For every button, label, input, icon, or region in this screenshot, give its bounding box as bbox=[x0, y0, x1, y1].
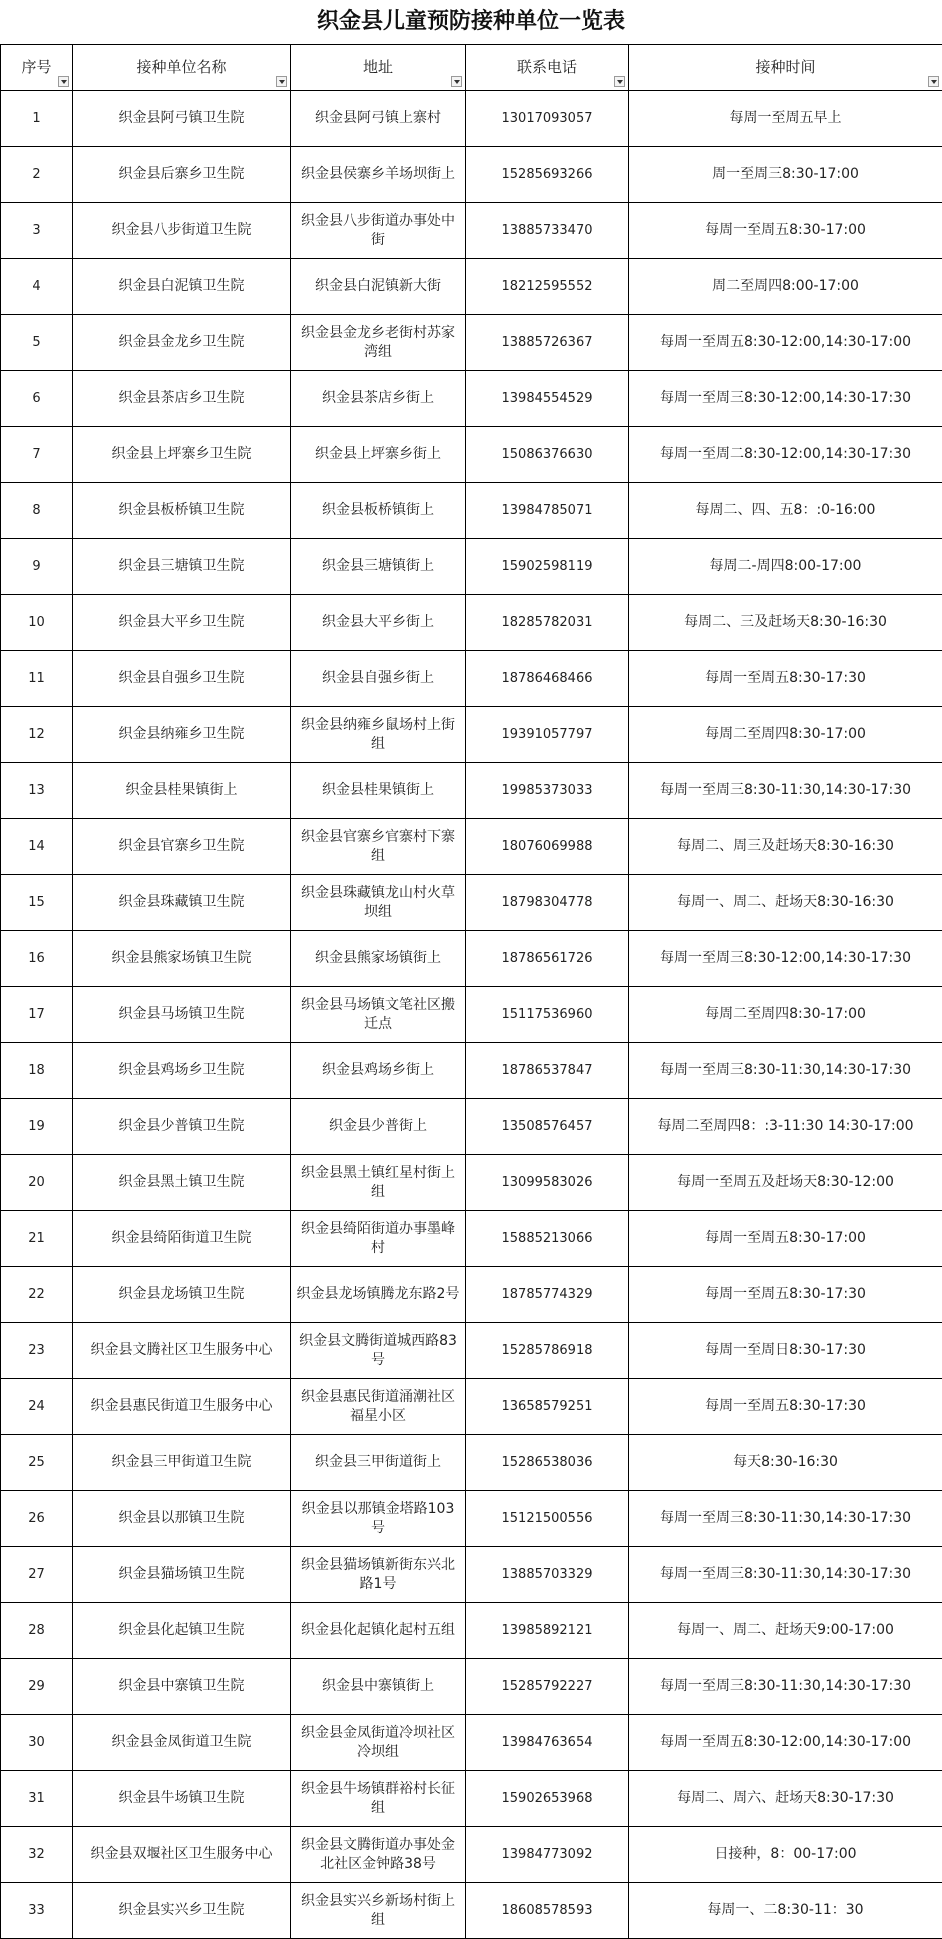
phone-cell[interactable]: 13885726367 bbox=[466, 315, 629, 371]
table-row bbox=[1, 1603, 942, 1659]
table-row bbox=[1, 1715, 942, 1771]
index-cell[interactable]: 33 bbox=[1, 1883, 73, 1939]
index-cell[interactable]: 27 bbox=[1, 1547, 73, 1603]
address-cell[interactable]: 织金县白泥镇新大街 bbox=[291, 259, 466, 315]
table-row bbox=[1, 763, 942, 819]
table-row bbox=[1, 91, 942, 147]
header-row bbox=[1, 45, 942, 91]
phone-cell[interactable]: 18786537847 bbox=[466, 1043, 629, 1099]
index-cell[interactable]: 15 bbox=[1, 875, 73, 931]
address-cell[interactable]: 织金县金凤街道冷坝社区冷坝组 bbox=[291, 1715, 466, 1771]
phone-cell[interactable]: 15285792227 bbox=[466, 1659, 629, 1715]
schedule-cell[interactable]: 每周一至周五8:30-12:00,14:30-17:00 bbox=[629, 1715, 942, 1771]
index-cell[interactable]: 18 bbox=[1, 1043, 73, 1099]
address-cell[interactable]: 织金县龙场镇腾龙东路2号 bbox=[291, 1267, 466, 1323]
address-cell[interactable]: 织金县茶店乡街上 bbox=[291, 371, 466, 427]
unit-name-cell[interactable]: 织金县珠藏镇卫生院 bbox=[73, 875, 291, 931]
unit-name-cell[interactable]: 织金县中寨镇卫生院 bbox=[73, 1659, 291, 1715]
schedule-cell[interactable]: 每周一至周三8:30-11:30,14:30-17:30 bbox=[629, 1547, 942, 1603]
address-cell[interactable]: 织金县三甲街道街上 bbox=[291, 1435, 466, 1491]
schedule-cell[interactable]: 每周一、二8:30-11：30 bbox=[629, 1883, 942, 1939]
index-cell[interactable]: 30 bbox=[1, 1715, 73, 1771]
phone-cell[interactable]: 18608578593 bbox=[466, 1883, 629, 1939]
schedule-cell[interactable]: 每周一至周三8:30-11:30,14:30-17:30 bbox=[629, 763, 942, 819]
phone-cell[interactable]: 13984554529 bbox=[466, 371, 629, 427]
table-row bbox=[1, 203, 942, 259]
filter-dropdown-icon[interactable] bbox=[58, 76, 69, 87]
address-cell[interactable]: 织金县惠民街道涌潮社区福星小区 bbox=[291, 1379, 466, 1435]
phone-cell[interactable]: 13017093057 bbox=[466, 91, 629, 147]
phone-cell[interactable]: 19391057797 bbox=[466, 707, 629, 763]
phone-cell[interactable]: 15086376630 bbox=[466, 427, 629, 483]
schedule-cell[interactable]: 每天8:30-16:30 bbox=[629, 1435, 942, 1491]
index-cell[interactable]: 28 bbox=[1, 1603, 73, 1659]
unit-name-cell[interactable]: 织金县八步街道卫生院 bbox=[73, 203, 291, 259]
table-title: 织金县儿童预防接种单位一览表 bbox=[316, 9, 625, 34]
index-cell[interactable]: 16 bbox=[1, 931, 73, 987]
unit-name-cell[interactable]: 织金县牛场镇卫生院 bbox=[73, 1771, 291, 1827]
phone-cell[interactable]: 15285693266 bbox=[466, 147, 629, 203]
index-cell[interactable]: 21 bbox=[1, 1211, 73, 1267]
column-header-address bbox=[291, 45, 466, 91]
unit-name-cell[interactable]: 织金县板桥镇卫生院 bbox=[73, 483, 291, 539]
index-cell[interactable]: 1 bbox=[1, 91, 73, 147]
table-row bbox=[1, 539, 942, 595]
header-label: 接种时间 bbox=[755, 58, 816, 76]
unit-name-cell[interactable]: 织金县茶店乡卫生院 bbox=[73, 371, 291, 427]
schedule-cell[interactable]: 每周一至周五及赶场天8:30-12:00 bbox=[629, 1155, 942, 1211]
unit-name-cell[interactable]: 织金县以那镇卫生院 bbox=[73, 1491, 291, 1547]
unit-name-cell[interactable]: 织金县大平乡卫生院 bbox=[73, 595, 291, 651]
schedule-cell[interactable]: 每周一至周日8:30-17:30 bbox=[629, 1323, 942, 1379]
phone-cell[interactable]: 18076069988 bbox=[466, 819, 629, 875]
address-cell[interactable]: 织金县以那镇金塔路103号 bbox=[291, 1491, 466, 1547]
table-row bbox=[1, 1547, 942, 1603]
filter-dropdown-icon[interactable] bbox=[451, 76, 462, 87]
index-cell[interactable]: 26 bbox=[1, 1491, 73, 1547]
unit-name-cell[interactable]: 织金县白泥镇卫生院 bbox=[73, 259, 291, 315]
phone-cell[interactable]: 15885213066 bbox=[466, 1211, 629, 1267]
table-row bbox=[1, 147, 942, 203]
table-row bbox=[1, 1883, 942, 1939]
schedule-cell[interactable]: 每周二至周四8:30-17:00 bbox=[629, 707, 942, 763]
address-cell[interactable]: 织金县马场镇文笔社区搬迁点 bbox=[291, 987, 466, 1043]
header-label: 序号 bbox=[21, 58, 52, 76]
table-row bbox=[1, 1827, 942, 1883]
schedule-cell[interactable]: 每周一至周五8:30-17:00 bbox=[629, 1211, 942, 1267]
table-row bbox=[1, 651, 942, 707]
index-cell[interactable]: 12 bbox=[1, 707, 73, 763]
column-header-unit-name bbox=[73, 45, 291, 91]
table-row bbox=[1, 595, 942, 651]
phone-cell[interactable]: 15902598119 bbox=[466, 539, 629, 595]
table-row bbox=[1, 427, 942, 483]
unit-name-cell[interactable]: 织金县文腾社区卫生服务中心 bbox=[73, 1323, 291, 1379]
filter-dropdown-icon[interactable] bbox=[928, 76, 939, 87]
schedule-cell[interactable]: 每周一至周五8:30-17:30 bbox=[629, 651, 942, 707]
phone-cell[interactable]: 13658579251 bbox=[466, 1379, 629, 1435]
filter-dropdown-icon[interactable] bbox=[614, 76, 625, 87]
index-cell[interactable]: 9 bbox=[1, 539, 73, 595]
phone-cell[interactable]: 13984785071 bbox=[466, 483, 629, 539]
index-cell[interactable]: 17 bbox=[1, 987, 73, 1043]
vaccination-units-table bbox=[0, 44, 942, 1939]
address-cell[interactable]: 织金县上坪寨乡街上 bbox=[291, 427, 466, 483]
address-cell[interactable]: 织金县鸡场乡街上 bbox=[291, 1043, 466, 1099]
phone-cell[interactable]: 13885703329 bbox=[466, 1547, 629, 1603]
schedule-cell[interactable]: 每周二、周六、赶场天8:30-17:30 bbox=[629, 1771, 942, 1827]
unit-name-cell[interactable]: 织金县黑土镇卫生院 bbox=[73, 1155, 291, 1211]
schedule-cell[interactable]: 每周一至周五早上 bbox=[629, 91, 942, 147]
unit-name-cell[interactable]: 织金县三塘镇卫生院 bbox=[73, 539, 291, 595]
unit-name-cell[interactable]: 织金县绮陌街道卫生院 bbox=[73, 1211, 291, 1267]
table-row bbox=[1, 483, 942, 539]
table-row bbox=[1, 1099, 942, 1155]
index-cell[interactable]: 5 bbox=[1, 315, 73, 371]
schedule-cell[interactable]: 每周一至周三8:30-11:30,14:30-17:30 bbox=[629, 1491, 942, 1547]
schedule-cell[interactable]: 周一至周三8:30-17:00 bbox=[629, 147, 942, 203]
schedule-cell[interactable]: 每周二、四、五8：:0-16:00 bbox=[629, 483, 942, 539]
unit-name-cell[interactable]: 织金县自强乡卫生院 bbox=[73, 651, 291, 707]
column-header-schedule bbox=[629, 45, 942, 91]
schedule-cell[interactable]: 每周一至周五8:30-12:00,14:30-17:00 bbox=[629, 315, 942, 371]
phone-cell[interactable]: 13984763654 bbox=[466, 1715, 629, 1771]
phone-cell[interactable]: 18798304778 bbox=[466, 875, 629, 931]
header-label: 接种单位名称 bbox=[136, 58, 227, 76]
address-cell[interactable]: 织金县化起镇化起村五组 bbox=[291, 1603, 466, 1659]
header-label: 地址 bbox=[362, 58, 393, 76]
phone-cell[interactable]: 18785774329 bbox=[466, 1267, 629, 1323]
index-cell[interactable]: 22 bbox=[1, 1267, 73, 1323]
address-cell[interactable]: 织金县板桥镇街上 bbox=[291, 483, 466, 539]
index-cell[interactable]: 19 bbox=[1, 1099, 73, 1155]
unit-name-cell[interactable]: 织金县阿弓镇卫生院 bbox=[73, 91, 291, 147]
index-cell[interactable]: 10 bbox=[1, 595, 73, 651]
unit-name-cell[interactable]: 织金县三甲街道卫生院 bbox=[73, 1435, 291, 1491]
table-row bbox=[1, 875, 942, 931]
table-row bbox=[1, 819, 942, 875]
address-cell[interactable]: 织金县绮陌街道办事墨峰村 bbox=[291, 1211, 466, 1267]
unit-name-cell[interactable]: 织金县熊家场镇卫生院 bbox=[73, 931, 291, 987]
index-cell[interactable]: 13 bbox=[1, 763, 73, 819]
index-cell[interactable]: 7 bbox=[1, 427, 73, 483]
unit-name-cell[interactable]: 织金县桂果镇街上 bbox=[73, 763, 291, 819]
phone-cell[interactable]: 13099583026 bbox=[466, 1155, 629, 1211]
filter-dropdown-icon[interactable] bbox=[276, 76, 287, 87]
table-row bbox=[1, 1155, 942, 1211]
address-cell[interactable]: 织金县文腾街道办事处金北社区金钟路38号 bbox=[291, 1827, 466, 1883]
address-cell[interactable]: 织金县三塘镇街上 bbox=[291, 539, 466, 595]
unit-name-cell[interactable]: 织金县化起镇卫生院 bbox=[73, 1603, 291, 1659]
table-row bbox=[1, 1211, 942, 1267]
index-cell[interactable]: 31 bbox=[1, 1771, 73, 1827]
schedule-cell[interactable]: 每周一至周五8:30-17:00 bbox=[629, 203, 942, 259]
address-cell[interactable]: 织金县少普街上 bbox=[291, 1099, 466, 1155]
table-row bbox=[1, 1323, 942, 1379]
schedule-cell[interactable]: 每周一、周二、赶场天9:00-17:00 bbox=[629, 1603, 942, 1659]
table-row bbox=[1, 1043, 942, 1099]
table-row bbox=[1, 1659, 942, 1715]
phone-cell[interactable]: 18786468466 bbox=[466, 651, 629, 707]
address-cell[interactable]: 织金县牛场镇群裕村长征组 bbox=[291, 1771, 466, 1827]
unit-name-cell[interactable]: 织金县上坪寨乡卫生院 bbox=[73, 427, 291, 483]
index-cell[interactable]: 20 bbox=[1, 1155, 73, 1211]
index-cell[interactable]: 4 bbox=[1, 259, 73, 315]
schedule-cell[interactable]: 每周一至周三8:30-12:00,14:30-17:30 bbox=[629, 931, 942, 987]
unit-name-cell[interactable]: 织金县金凤街道卫生院 bbox=[73, 1715, 291, 1771]
table-row bbox=[1, 1491, 942, 1547]
schedule-cell[interactable]: 每周一至周三8:30-12:00,14:30-17:30 bbox=[629, 371, 942, 427]
phone-cell[interactable]: 13984773092 bbox=[466, 1827, 629, 1883]
index-cell[interactable]: 2 bbox=[1, 147, 73, 203]
schedule-cell[interactable]: 每周二至周四8：:3-11:30 14:30-17:00 bbox=[629, 1099, 942, 1155]
table-row bbox=[1, 315, 942, 371]
table-row bbox=[1, 259, 942, 315]
table-row bbox=[1, 931, 942, 987]
schedule-cell[interactable]: 每周二至周四8:30-17:00 bbox=[629, 987, 942, 1043]
unit-name-cell[interactable]: 织金县马场镇卫生院 bbox=[73, 987, 291, 1043]
schedule-cell[interactable]: 每周一至周五8:30-17:30 bbox=[629, 1267, 942, 1323]
phone-cell[interactable]: 15286538036 bbox=[466, 1435, 629, 1491]
phone-cell[interactable]: 18786561726 bbox=[466, 931, 629, 987]
phone-cell[interactable]: 13508576457 bbox=[466, 1099, 629, 1155]
address-cell[interactable]: 织金县熊家场镇街上 bbox=[291, 931, 466, 987]
schedule-cell[interactable]: 每周一至周二8:30-12:00,14:30-17:30 bbox=[629, 427, 942, 483]
index-cell[interactable]: 25 bbox=[1, 1435, 73, 1491]
unit-name-cell[interactable]: 织金县纳雍乡卫生院 bbox=[73, 707, 291, 763]
address-cell[interactable]: 织金县珠藏镇龙山村火草坝组 bbox=[291, 875, 466, 931]
address-cell[interactable]: 织金县黑土镇红星村街上组 bbox=[291, 1155, 466, 1211]
phone-cell[interactable]: 13985892121 bbox=[466, 1603, 629, 1659]
address-cell[interactable]: 织金县自强乡街上 bbox=[291, 651, 466, 707]
index-cell[interactable]: 6 bbox=[1, 371, 73, 427]
address-cell[interactable]: 织金县侯寨乡羊场坝街上 bbox=[291, 147, 466, 203]
unit-name-cell[interactable]: 织金县后寨乡卫生院 bbox=[73, 147, 291, 203]
address-cell[interactable]: 织金县桂果镇街上 bbox=[291, 763, 466, 819]
address-cell[interactable]: 织金县文腾街道城西路83号 bbox=[291, 1323, 466, 1379]
table-row bbox=[1, 987, 942, 1043]
header-label: 联系电话 bbox=[516, 58, 577, 76]
schedule-cell[interactable]: 周二至周四8:00-17:00 bbox=[629, 259, 942, 315]
phone-cell[interactable]: 13885733470 bbox=[466, 203, 629, 259]
schedule-cell[interactable]: 每周一至周三8:30-11:30,14:30-17:30 bbox=[629, 1659, 942, 1715]
index-cell[interactable]: 14 bbox=[1, 819, 73, 875]
index-cell[interactable]: 29 bbox=[1, 1659, 73, 1715]
phone-cell[interactable]: 19985373033 bbox=[466, 763, 629, 819]
schedule-cell[interactable]: 每周二、三及赶场天8:30-16:30 bbox=[629, 595, 942, 651]
index-cell[interactable]: 23 bbox=[1, 1323, 73, 1379]
unit-name-cell[interactable]: 织金县少普镇卫生院 bbox=[73, 1099, 291, 1155]
table-row bbox=[1, 371, 942, 427]
index-cell[interactable]: 8 bbox=[1, 483, 73, 539]
unit-name-cell[interactable]: 织金县双堰社区卫生服务中心 bbox=[73, 1827, 291, 1883]
unit-name-cell[interactable]: 织金县惠民街道卫生服务中心 bbox=[73, 1379, 291, 1435]
index-cell[interactable]: 11 bbox=[1, 651, 73, 707]
index-cell[interactable]: 32 bbox=[1, 1827, 73, 1883]
address-cell[interactable]: 织金县大平乡街上 bbox=[291, 595, 466, 651]
address-cell[interactable]: 织金县实兴乡新场村街上组 bbox=[291, 1883, 466, 1939]
unit-name-cell[interactable]: 织金县金龙乡卫生院 bbox=[73, 315, 291, 371]
phone-cell[interactable]: 15121500556 bbox=[466, 1491, 629, 1547]
address-cell[interactable]: 织金县官寨乡官寨村下寨组 bbox=[291, 819, 466, 875]
table-row bbox=[1, 1267, 942, 1323]
column-header-index bbox=[1, 45, 73, 91]
table-row bbox=[1, 707, 942, 763]
table-row bbox=[1, 1771, 942, 1827]
table-row bbox=[1, 1379, 942, 1435]
schedule-cell[interactable]: 每周二、周三及赶场天8:30-16:30 bbox=[629, 819, 942, 875]
unit-name-cell[interactable]: 织金县猫场镇卫生院 bbox=[73, 1547, 291, 1603]
phone-cell[interactable]: 15285786918 bbox=[466, 1323, 629, 1379]
address-cell[interactable]: 织金县金龙乡老街村苏家湾组 bbox=[291, 315, 466, 371]
phone-cell[interactable]: 18212595552 bbox=[466, 259, 629, 315]
address-cell[interactable]: 织金县猫场镇新街东兴北路1号 bbox=[291, 1547, 466, 1603]
schedule-cell[interactable]: 每周一至周三8:30-11:30,14:30-17:30 bbox=[629, 1043, 942, 1099]
address-cell[interactable]: 织金县纳雍乡鼠场村上街组 bbox=[291, 707, 466, 763]
phone-cell[interactable]: 18285782031 bbox=[466, 595, 629, 651]
address-cell[interactable]: 织金县阿弓镇上寨村 bbox=[291, 91, 466, 147]
schedule-cell[interactable]: 每周二-周四8:00-17:00 bbox=[629, 539, 942, 595]
unit-name-cell[interactable]: 织金县鸡场乡卫生院 bbox=[73, 1043, 291, 1099]
index-cell[interactable]: 3 bbox=[1, 203, 73, 259]
address-cell[interactable]: 织金县中寨镇街上 bbox=[291, 1659, 466, 1715]
unit-name-cell[interactable]: 织金县官寨乡卫生院 bbox=[73, 819, 291, 875]
phone-cell[interactable]: 15902653968 bbox=[466, 1771, 629, 1827]
schedule-cell[interactable]: 每周一至周五8:30-17:30 bbox=[629, 1379, 942, 1435]
address-cell[interactable]: 织金县八步街道办事处中街 bbox=[291, 203, 466, 259]
phone-cell[interactable]: 15117536960 bbox=[466, 987, 629, 1043]
column-header-phone bbox=[466, 45, 629, 91]
table-row bbox=[1, 1435, 942, 1491]
unit-name-cell[interactable]: 织金县龙场镇卫生院 bbox=[73, 1267, 291, 1323]
index-cell[interactable]: 24 bbox=[1, 1379, 73, 1435]
schedule-cell[interactable]: 每周一、周二、赶场天8:30-16:30 bbox=[629, 875, 942, 931]
unit-name-cell[interactable]: 织金县实兴乡卫生院 bbox=[73, 1883, 291, 1939]
schedule-cell[interactable]: 日接种，8：00-17:00 bbox=[629, 1827, 942, 1883]
